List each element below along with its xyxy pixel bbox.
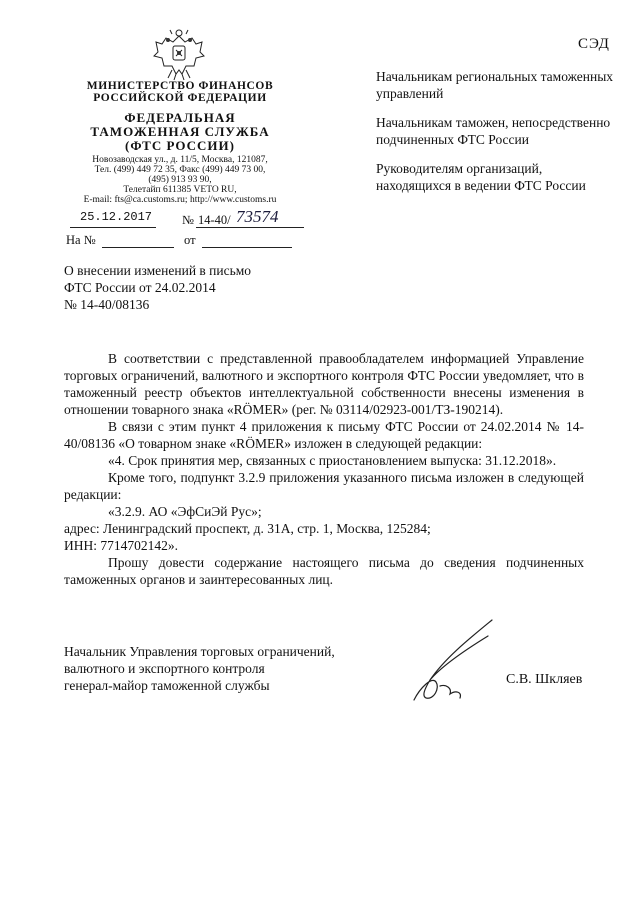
body-paragraph: Кроме того, подпункт 3.2.9 приложения указанного письма изложен в следующей редакции: [64, 470, 584, 502]
body-paragraph: В связи с этим пункт 4 приложения к письму ФТС России от 24.02.2014 № 14-40/08136 «О товарном знаке «RÖMER» изложен в следующей редакции: [64, 419, 584, 451]
number-underline [196, 227, 304, 228]
body-paragraph: Прошу довести содержание настоящего письма до сведения подчиненных таможенных органов и заинтересованных лиц. [64, 555, 584, 587]
body-paragraph: адрес: Ленинградский проспект, д. 31А, стр. 1, Москва, 125284; [64, 521, 431, 536]
contact-block: Новозаводская ул., д. 11/5, Москва, 121087, Тел. (499) 449 72 35, Факс (499) 449 73 00, (495) 913 93 90, Телетайп 611385 VETO RU, E-mail: fts@ca.customs.ru; http://www.customs.ru [83, 155, 277, 205]
registration-number-label: № [182, 213, 194, 227]
recipients-block [376, 68, 616, 206]
service-name: ФЕДЕРАЛЬНАЯ ТАМОЖЕННАЯ СЛУЖБА (ФТС РОССИИ) [90, 110, 270, 153]
body-paragraph: ИНН: 7714702142». [64, 538, 178, 553]
reply-date-label: от [184, 233, 196, 247]
body-paragraph: В соответствии с представленной правообладателем информацией Управление торговых ограничений, валютного и экспортного контроля ФТС России уведомляет, что в таможенный реестр объектов интеллектуальной собственности внесены изменения в отношении товарного знака «RÖMER» (рег. № 03114/02923-001/ТЗ-190214). [64, 351, 584, 417]
date-underline [70, 227, 156, 228]
recipient-item: Начальникам региональных таможенных управлений [376, 69, 614, 101]
reply-number-label: На № [66, 233, 96, 247]
document-system-mark: СЭД [578, 36, 610, 52]
handwritten-signature [400, 618, 510, 706]
letter-subject: О внесении изменений в письмо ФТС России от 24.02.2014 № 14-40/08136 [64, 263, 252, 312]
letter-body [64, 350, 584, 588]
registration-date: 25.12.2017 [80, 210, 153, 224]
registration-number-handwritten: 73574 [236, 207, 279, 226]
body-paragraph: «3.2.9. АО «ЭфСиЭй Рус»; [108, 504, 262, 519]
reply-number-underline [102, 247, 174, 248]
reply-date-underline [202, 247, 292, 248]
ministry-name: МИНИСТЕРСТВО ФИНАНСОВ РОССИЙСКОЙ ФЕДЕРАЦИИ [86, 80, 274, 104]
signatory-name: С.В. Шкляев [506, 672, 583, 687]
registration-line [66, 207, 316, 253]
body-paragraph: «4. Срок принятия мер, связанных с приостановлением выпуска: 31.12.2018». [108, 453, 557, 468]
recipient-item: Руководителям организаций, находящихся в ведении ФТС России [376, 161, 586, 193]
recipient-item: Начальникам таможен, непосредственно подчиненных ФТС России [376, 115, 611, 147]
registration-number-prefix: 14-40/ [198, 213, 231, 227]
russian-coat-of-arms-icon [152, 26, 206, 82]
signatory-title: Начальник Управления торговых ограничений, валютного и экспортного контроля генерал-майор таможенной службы [64, 644, 335, 693]
